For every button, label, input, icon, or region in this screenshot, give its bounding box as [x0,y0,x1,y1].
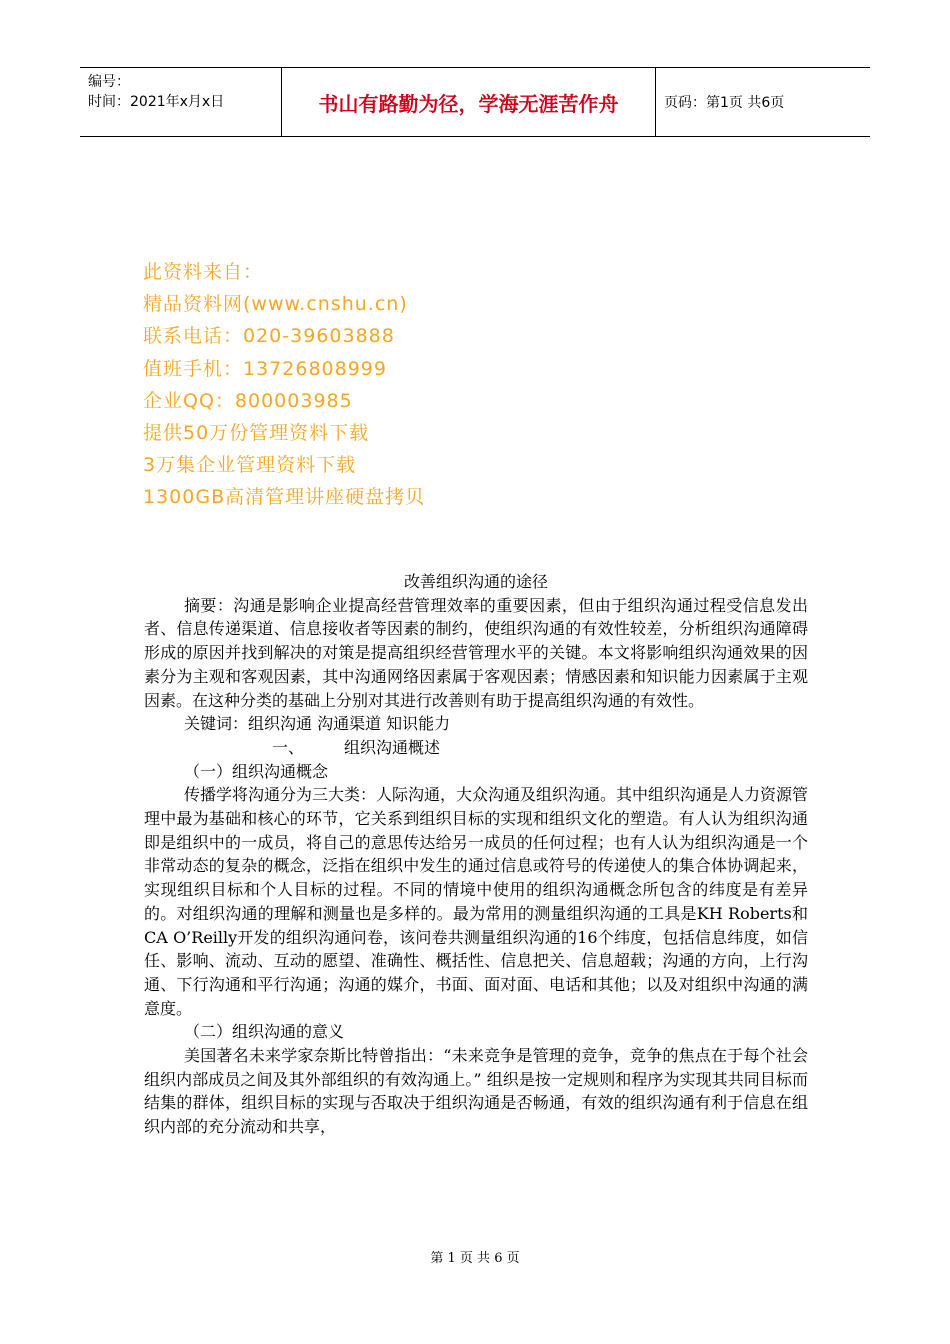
promo-line: 3万集企业管理资料下载 [143,454,357,477]
section-title: 组织沟通概述 [344,737,441,757]
subsection-heading: （一）组织沟通概念 [184,761,329,781]
promo-line: 精品资料网(www.cnshu.cn) [143,293,408,316]
section-number: 一、 [272,737,305,757]
promo-line: 企业QQ：800003985 [143,389,353,412]
keywords-line: 关键词：组织沟通 沟通渠道 知识能力 [184,714,451,734]
subsection-heading: （二）组织沟通的意义 [184,1022,345,1042]
header-motto: 书山有路勤为径，学海无涯苦作舟 [282,68,656,136]
promo-line: 此资料来自： [143,261,264,283]
body-paragraph: 传播学将沟通分为三大类：人际沟通，大众沟通及组织沟通。其中组织沟通是人力资源管理中最为基础和核心的环节，它关系到组织目标的实现和组织文化的塑造。有人认为组织沟通即是组织中的一成员，将自己的意思传达给另一成员的任何过程；也有人认为组织沟通是一个非常动态的复杂的概念，泛指在组织中发生的通过信息或符号的传递使人的集合体协调起来，实现组织目标和个人目标的过程。不同的情境中使用的组织沟通概念所包含的纬度是有差异的。对组织沟通的理解和测量也是多样的。最为常用的测量组织沟通的工具是KH Roberts和 CA O’Reilly开发的组织沟通问卷，该问卷共测量组织沟通的16个纬度，包括信息纬度，如信任、影响、流动、互动的愿望、准确性、概括性、信息把关、信息超载；沟通的方向，上行沟通、下行沟通和平行沟通；沟通的媒介，书面、面对面、电话和其他；以及对组织中沟通的满意度。 [144,785,809,1018]
promo-line: 1300GB高清管理讲座硬盘拷贝 [143,486,426,509]
header-meta-cell [80,68,282,136]
header-page-info: 页码：第1页 共6页 [664,95,785,111]
document-header [80,67,870,137]
page-footer: 第 1 页 共 6 页 [430,1251,520,1266]
section-heading [144,736,808,760]
article-title: 改善组织沟通的途径 [403,572,548,591]
article-body [144,570,808,1139]
promo-line: 提供50万份管理资料下载 [143,422,370,445]
promo-line: 值班手机：13726808999 [143,357,387,380]
code-label: 编号： [88,74,130,90]
time-label: 时间：2021年x月x日 [88,94,225,110]
body-paragraph: 美国著名未来学家奈斯比特曾指出：“未来竞争是管理的竞争，竞争的焦点在于每个社会组织内部成员之间及其外部组织的有效沟通上。” 组织是按一定规则和程序为实现其共同目标而结集的群体，组织目标的实现与否取决于组织沟通是否畅通，有效的组织沟通有利于信息在组织内部的充分流动和共享， [144,1046,808,1137]
promo-block [143,256,643,514]
promo-line: 联系电话：020-39603888 [143,325,395,348]
abstract-paragraph: 摘要：沟通是影响企业提高经营管理效率的重要因素，但由于组织沟通过程受信息发出者、信息传递渠道、信息接收者等因素的制约，使组织沟通的有效性较差，分析组织沟通障碍形成的原因并找到解决的对策是提高组织经营管理水平的关键。本文将影响组织沟通效果的因素分为主观和客观因素，其中沟通网络因素属于客观因素；情感因素和知识能力因素属于主观因素。在这种分类的基础上分别对其进行改善则有助于提高组织沟通的有效性。 [144,595,808,710]
